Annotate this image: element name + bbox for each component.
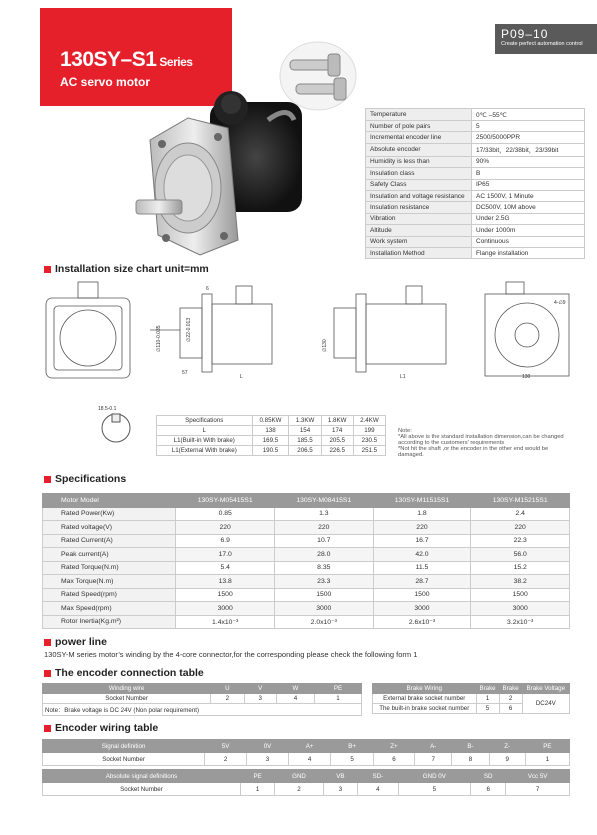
property-value: 5	[472, 121, 585, 132]
size-cell: 206.5	[289, 446, 321, 456]
brake-table	[372, 683, 570, 714]
enc1-cell: 8	[452, 753, 489, 766]
spec-head-cell: 130SY-M11515S1	[373, 494, 471, 508]
winding-head-cell: V	[244, 684, 276, 694]
section-marker-icon	[44, 476, 51, 483]
enc2-cell: 1	[240, 783, 274, 796]
spec-cell: 3.2x10⁻³	[471, 615, 570, 629]
winding-table	[42, 683, 362, 716]
size-notes: Note: *All above is the standard installation dimension,can be changed according to the customers' requirements *Not hit the shaft ,or the encoder in the other end would be damaged.	[398, 428, 564, 458]
property-label: Safety Class	[366, 179, 472, 190]
property-label: Installation Method	[366, 247, 472, 258]
property-value: DC500V, 10M above	[472, 202, 585, 213]
property-row	[366, 190, 585, 201]
size-head-cell: 1.3KW	[289, 416, 321, 426]
property-table	[365, 108, 585, 259]
size-row	[157, 446, 386, 456]
dim-w: 130	[522, 374, 531, 380]
connector-image	[278, 40, 358, 112]
spec-cell: 220	[373, 521, 471, 535]
winding-cell: 3	[244, 694, 276, 704]
spec-cell: 2.0x10⁻³	[274, 615, 373, 629]
series-title: 130SY–S1 Series	[60, 48, 193, 71]
enc2-cell: 4	[358, 783, 398, 796]
encoder-wiring-table	[42, 739, 570, 766]
spec-cell: 42.0	[373, 548, 471, 562]
spec-cell: 220	[471, 521, 570, 535]
brake-cell: The built-in brake socket number	[373, 704, 477, 714]
enc2-head-cell: SD	[471, 770, 506, 783]
spec-cell: 2.6x10⁻³	[373, 615, 471, 629]
spec-cell: 10.7	[274, 534, 373, 548]
brake-head-cell: Brake	[476, 684, 499, 694]
property-row	[366, 225, 585, 236]
spec-cell: 1500	[176, 588, 275, 602]
spec-cell: 1.4x10⁻³	[176, 615, 275, 629]
enc1-head-cell: Signal definition	[43, 740, 205, 753]
property-label: Vibration	[366, 213, 472, 224]
winding-cell: 2	[211, 694, 244, 704]
enc2-head-cell: GND	[275, 770, 323, 783]
spec-cell: Rated Torque(N.m)	[43, 561, 176, 575]
enc1-head-cell: Z+	[373, 740, 414, 753]
enc1-cell: 1	[525, 753, 569, 766]
page-tagline: Create perfect automation control	[501, 41, 583, 47]
dim-key: 18.5-0.1	[98, 406, 117, 412]
spec-head-cell: 130SY-M05415S1	[176, 494, 275, 508]
dim-6: 6	[206, 286, 209, 292]
winding-head-cell: W	[276, 684, 314, 694]
spec-cell: Rated Power(Kw)	[43, 507, 176, 521]
dim-d1: ∅110-0.035	[156, 325, 162, 352]
property-label: Work system	[366, 236, 472, 247]
property-value: Under 1000m	[472, 225, 585, 236]
enc1-cell: 3	[247, 753, 289, 766]
size-cell: 185.5	[289, 436, 321, 446]
spec-cell: 1.8	[373, 507, 471, 521]
enc2-cell: 3	[323, 783, 357, 796]
brake-cell: 1	[476, 694, 499, 704]
spec-row	[43, 561, 570, 575]
enc1-cell: 5	[331, 753, 373, 766]
spec-cell: Rated Current(A)	[43, 534, 176, 548]
spec-cell: 15.2	[471, 561, 570, 575]
page-number: P09–10	[501, 27, 549, 41]
section-power-line: power line	[44, 636, 107, 648]
enc1-cell: Socket Number	[43, 753, 205, 766]
spec-cell: 17.0	[176, 548, 275, 562]
section-encoder-wiring: Encoder wiring table	[44, 722, 158, 734]
spec-row	[43, 615, 570, 629]
spec-cell: Rotor Inertia(Kg.m²)	[43, 615, 176, 629]
property-value: B	[472, 168, 585, 179]
size-cell: 199	[353, 426, 385, 436]
enc2-cell: Socket Number	[43, 783, 241, 796]
enc2-cell: 2	[275, 783, 323, 796]
section-marker-icon	[44, 725, 51, 732]
spec-head-cell: 130SY-M15215S1	[471, 494, 570, 508]
dim-d3: ∅130	[322, 339, 328, 352]
winding-cell: 4	[276, 694, 314, 704]
size-head-cell: Specifications	[157, 416, 253, 426]
winding-head-cell: PE	[315, 684, 362, 694]
section-encoder-connection: The encoder connection table	[44, 667, 204, 679]
spec-row	[43, 588, 570, 602]
enc1-head-cell: B-	[452, 740, 489, 753]
enc1-cell: 7	[415, 753, 452, 766]
brake-cell: 5	[476, 704, 499, 714]
spec-cell: 1500	[471, 588, 570, 602]
power-line-text: 130SY-M series motor’s winding by the 4-core connector,for the corresponding please check the following form 1	[44, 650, 418, 659]
property-row	[366, 179, 585, 190]
property-value: Continuous	[472, 236, 585, 247]
spec-cell: 28.0	[274, 548, 373, 562]
section-marker-icon	[44, 266, 51, 273]
property-row	[366, 143, 585, 156]
spec-cell: 8.35	[274, 561, 373, 575]
spec-cell: Rated Speed(rpm)	[43, 588, 176, 602]
property-label: Insulation class	[366, 168, 472, 179]
enc1-head-cell: 5V	[205, 740, 247, 753]
spec-row	[43, 575, 570, 589]
enc2-head-cell: PE	[240, 770, 274, 783]
spec-cell: Max Speed(rpm)	[43, 602, 176, 616]
spec-cell: 13.8	[176, 575, 275, 589]
property-label: Incremental encoder line	[366, 132, 472, 143]
property-row	[366, 132, 585, 143]
brake-head-row	[373, 684, 570, 694]
enc1-head-cell: 0V	[247, 740, 289, 753]
size-cell: 230.5	[353, 436, 385, 446]
enc2-cell: 7	[506, 783, 570, 796]
spec-cell: 220	[176, 521, 275, 535]
enc1-cell: 2	[205, 753, 247, 766]
brake-head-cell: Brake	[499, 684, 522, 694]
size-head-cell: 2.4KW	[353, 416, 385, 426]
property-label: Absolute encoder	[366, 143, 472, 156]
spec-cell: 3000	[373, 602, 471, 616]
enc2-head-cell: Vcc 5V	[506, 770, 570, 783]
property-label: Temperature	[366, 109, 472, 121]
shaft-section-drawing	[96, 402, 136, 450]
enc1-row	[43, 753, 570, 766]
winding-head-cell: Winding wire	[43, 684, 211, 694]
enc2-row	[43, 783, 570, 796]
brake-cell: 2	[499, 694, 522, 704]
spec-cell: 22.3	[471, 534, 570, 548]
property-row	[366, 109, 585, 121]
absolute-encoder-table	[42, 769, 570, 796]
size-head-row	[157, 416, 386, 426]
property-label: Insulation and voltage resistance	[366, 190, 472, 201]
spec-row	[43, 507, 570, 521]
brake-cell: 6	[499, 704, 522, 714]
enc2-head-cell: GND 0V	[398, 770, 471, 783]
property-row	[366, 168, 585, 179]
property-value: 2500/5000PPR	[472, 132, 585, 143]
dim-l1: L1	[400, 374, 406, 380]
spec-cell: 1500	[274, 588, 373, 602]
size-cell: 251.5	[353, 446, 385, 456]
spec-row	[43, 548, 570, 562]
spec-cell: 3000	[176, 602, 275, 616]
size-cell: 174	[321, 426, 353, 436]
winding-note: Note：Brake voltage is DC 24V (Non polar requirement)	[43, 704, 362, 716]
section-installation: Installation size chart unit=mm	[44, 263, 209, 275]
property-value: Under 2.5G	[472, 213, 585, 224]
spec-row	[43, 602, 570, 616]
brake-cell: External brake socket number	[373, 694, 477, 704]
dim-l: L	[240, 374, 243, 380]
size-cell: 190.5	[252, 446, 289, 456]
specifications-table	[42, 493, 570, 629]
spec-cell: 1.3	[274, 507, 373, 521]
property-value: IP65	[472, 179, 585, 190]
property-row	[366, 202, 585, 213]
size-head-cell: 1.8KW	[321, 416, 353, 426]
section-specifications: Specifications	[44, 473, 126, 485]
spec-cell: 28.7	[373, 575, 471, 589]
section-marker-icon	[44, 670, 51, 677]
enc1-cell: 4	[288, 753, 330, 766]
enc2-head-cell: SD-	[358, 770, 398, 783]
property-value: 0℃ –55℃	[472, 109, 585, 121]
property-label: Humidity is less than	[366, 156, 472, 167]
size-row	[157, 426, 386, 436]
spec-cell: 220	[274, 521, 373, 535]
enc2-head-row	[43, 770, 570, 783]
enc1-head-cell: Z-	[489, 740, 525, 753]
spec-cell: Max Torque(N.m)	[43, 575, 176, 589]
spec-cell: 23.3	[274, 575, 373, 589]
enc2-cell: 6	[471, 783, 506, 796]
size-cell: L1(External With brake)	[157, 446, 253, 456]
enc1-head-row	[43, 740, 570, 753]
size-cell: 169.5	[252, 436, 289, 446]
spec-cell: 56.0	[471, 548, 570, 562]
property-row	[366, 247, 585, 258]
size-cell: 205.5	[321, 436, 353, 446]
enc1-head-cell: A-	[415, 740, 452, 753]
spec-cell: 3000	[274, 602, 373, 616]
brake-row	[373, 694, 570, 704]
enc1-head-cell: PE	[525, 740, 569, 753]
winding-row	[43, 694, 362, 704]
property-value: AC 1500V, 1 Minute	[472, 190, 585, 201]
enc1-head-cell: B+	[331, 740, 373, 753]
spec-head-cell: 130SY-M08415S1	[274, 494, 373, 508]
spec-cell: 6.9	[176, 534, 275, 548]
brake-head-cell: Brake Voltage	[522, 684, 569, 694]
spec-cell: 11.5	[373, 561, 471, 575]
brake-voltage: DC24V	[522, 694, 569, 714]
series-subtitle: AC servo motor	[60, 75, 151, 89]
spec-cell: Peak current(A)	[43, 548, 176, 562]
spec-row	[43, 534, 570, 548]
size-cell: 226.5	[321, 446, 353, 456]
property-row	[366, 121, 585, 132]
size-row	[157, 436, 386, 446]
spec-cell: 16.7	[373, 534, 471, 548]
enc1-cell: 6	[373, 753, 414, 766]
property-value: Flange installation	[472, 247, 585, 258]
spec-cell: 38.2	[471, 575, 570, 589]
spec-cell: 1500	[373, 588, 471, 602]
spec-cell: 3000	[471, 602, 570, 616]
spec-row	[43, 521, 570, 535]
spec-head-row	[43, 494, 570, 508]
enc2-head-cell: VB	[323, 770, 357, 783]
property-value: 17/33bit，22/38bit，23/39bit	[472, 143, 585, 156]
size-cell: 138	[252, 426, 289, 436]
brake-head-cell: Brake Wiring	[373, 684, 477, 694]
property-label: Altitude	[366, 225, 472, 236]
dim-57: 57	[182, 370, 188, 376]
size-cell: 154	[289, 426, 321, 436]
spec-cell: 2.4	[471, 507, 570, 521]
size-table	[156, 415, 386, 456]
property-row	[366, 156, 585, 167]
property-row	[366, 213, 585, 224]
size-cell: L	[157, 426, 253, 436]
winding-head-cell: U	[211, 684, 244, 694]
spec-cell: Rated voltage(V)	[43, 521, 176, 535]
dimension-drawings	[40, 280, 580, 380]
size-head-cell: 0.85KW	[252, 416, 289, 426]
enc2-cell: 5	[398, 783, 471, 796]
enc1-head-cell: A+	[288, 740, 330, 753]
property-label: Insulation resistance	[366, 202, 472, 213]
winding-note-row	[43, 704, 362, 716]
property-label: Number of pole pairs	[366, 121, 472, 132]
spec-head-cell: Motor Model	[43, 494, 176, 508]
winding-head-row	[43, 684, 362, 694]
enc2-head-cell: Absolute signal definitions	[43, 770, 241, 783]
property-value: 90%	[472, 156, 585, 167]
winding-cell: Socket Number	[43, 694, 211, 704]
section-marker-icon	[44, 639, 51, 646]
property-row	[366, 236, 585, 247]
dim-holes: 4-∅9	[554, 300, 566, 306]
spec-cell: 5.4	[176, 561, 275, 575]
enc1-cell: 9	[489, 753, 525, 766]
page-badge	[495, 24, 597, 54]
spec-cell: 0.85	[176, 507, 275, 521]
winding-cell: 1	[315, 694, 362, 704]
dim-d2: ∅22-0.013	[186, 317, 192, 342]
size-cell: L1(Built-in With brake)	[157, 436, 253, 446]
